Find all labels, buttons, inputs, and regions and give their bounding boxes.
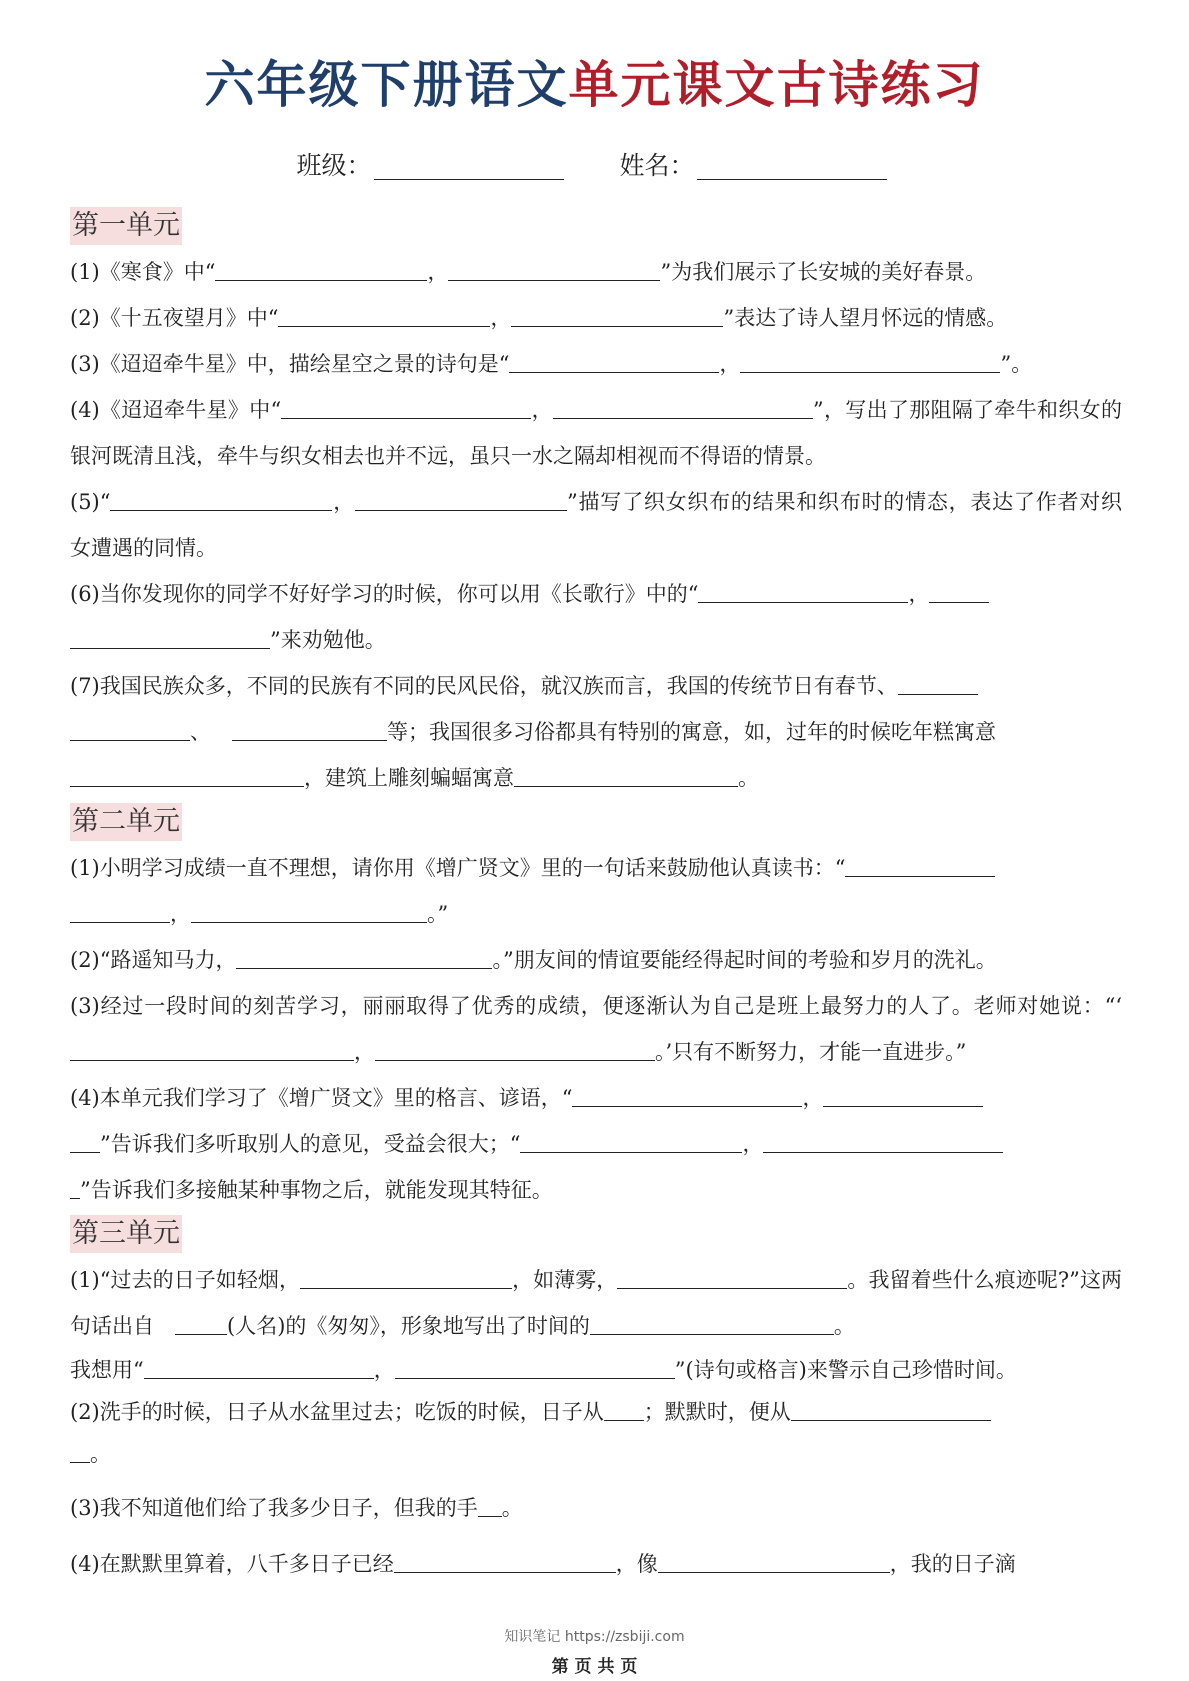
unit-heading: 第一单元 xyxy=(70,207,182,245)
footer-site-link[interactable]: 知识笔记 https://zsbiji.com xyxy=(504,1629,685,1645)
question-1-4: (4)《迢迢牵牛星》中“ ， ”，写出了那阻隔了牵牛和织女的银河既清且浅，牵牛与织女相去也并不远，虽只一水之隔却相视而不得语的情景。 xyxy=(70,398,1122,468)
student-info-row xyxy=(0,148,1189,184)
question-1-1: (1)《寒食》中“ ， ”为我们展示了长安城的美好春景。 xyxy=(70,260,987,284)
question-3-2: (2)洗手的时候，日子从水盆里过去；吃饭的时候，日子从 ；默默时，便从 。 xyxy=(70,1391,1122,1475)
question-1-5: (5)“ ， ”描写了织女织布的结果和织布时的情态，表达了作者对织女遭遇的同情。 xyxy=(70,490,1123,560)
answer-blank[interactable] xyxy=(448,279,660,281)
answer-blank[interactable] xyxy=(144,1377,374,1379)
answer-blank[interactable] xyxy=(740,371,1000,373)
question-3-1: (1)“过去的日子如轻烟， ，如薄雾， 。我留着些什么痕迹呢?”这两句话出自 (人名)的《匆匆》，形象地写出了时间的 。 xyxy=(70,1268,1123,1338)
question-2-4: (4)本单元我们学习了《增广贤文》里的格言、谚语，“ ， ”告诉我们多听取别人的意见，受益会很大；“ ， ”告诉我们多接触某种事物之后，就能发现其特征。 xyxy=(70,1075,1122,1213)
answer-blank[interactable] xyxy=(845,875,995,877)
answer-blank[interactable] xyxy=(70,1151,100,1153)
answer-blank[interactable] xyxy=(70,785,304,787)
answer-blank[interactable] xyxy=(191,921,427,923)
question-2-2: (2)“路遥知马力， 。”朋友间的情谊要能经得起时间的考验和岁月的洗礼。 xyxy=(70,948,997,972)
answer-blank[interactable] xyxy=(395,1377,675,1379)
answer-blank[interactable] xyxy=(300,1287,512,1289)
question-3-3: (3)我不知道他们给了我多少日子，但我的手 。 xyxy=(70,1496,523,1520)
page-title xyxy=(0,50,1189,120)
question-3-4: (4)在默默里算着，八千多日子已经 ，像 ，我的日子滴 xyxy=(70,1552,1016,1576)
answer-blank[interactable] xyxy=(478,1515,502,1517)
answer-blank[interactable] xyxy=(70,1197,80,1199)
question-3-1b: 我想用“ ， ”(诗句或格言)来警示自己珍惜时间。 xyxy=(70,1358,1017,1382)
answer-blank[interactable] xyxy=(604,1419,644,1421)
question-2-1: (1)小明学习成绩一直不理想，请你用《增广贤文》里的一句话来鼓励他认真读书：“ ， 。” xyxy=(70,845,1122,937)
answer-blank[interactable] xyxy=(520,1151,742,1153)
worksheet-body xyxy=(70,205,1122,1587)
answer-blank[interactable] xyxy=(236,967,492,969)
name-label: 姓名： xyxy=(619,151,695,180)
answer-blank[interactable] xyxy=(355,509,567,511)
answer-blank[interactable] xyxy=(394,1571,616,1573)
unit-heading: 第三单元 xyxy=(70,1215,182,1253)
question-1-2: (2)《十五夜望月》中“ ， ”表达了诗人望月怀远的情感。 xyxy=(70,306,1008,330)
answer-blank[interactable] xyxy=(929,601,989,603)
question-2-3: (3)经过一段时间的刻苦学习，丽丽取得了优秀的成绩，便逐渐认为自己是班上最努力的人了。老师对她说：“‘， 。’只有不断努力，才能一直进步。” xyxy=(70,994,1122,1064)
answer-blank[interactable] xyxy=(70,921,170,923)
unit-heading: 第二单元 xyxy=(70,803,182,841)
answer-blank[interactable] xyxy=(375,1059,655,1061)
class-label: 班级： xyxy=(296,151,372,180)
answer-blank[interactable] xyxy=(175,1333,227,1335)
answer-blank[interactable] xyxy=(514,785,738,787)
answer-blank[interactable] xyxy=(232,739,387,741)
title-part-1: 六年级下册语文 xyxy=(204,56,569,114)
answer-blank[interactable] xyxy=(590,1333,834,1335)
answer-blank[interactable] xyxy=(617,1287,847,1289)
question-1-6: (6)当你发现你的同学不好好学习的时候，你可以用《长歌行》中的“ ， ”来劝勉他。 xyxy=(70,571,1122,663)
class-field[interactable] xyxy=(374,179,564,180)
answer-blank[interactable] xyxy=(658,1571,890,1573)
answer-blank[interactable] xyxy=(511,325,723,327)
answer-blank[interactable] xyxy=(281,417,531,419)
question-1-3: (3)《迢迢牵牛星》中，描绘星空之景的诗句是“ ， ”。 xyxy=(70,352,1033,376)
answer-blank[interactable] xyxy=(70,1461,90,1463)
answer-blank[interactable] xyxy=(572,1105,802,1107)
answer-blank[interactable] xyxy=(898,693,978,695)
answer-blank[interactable] xyxy=(698,601,908,603)
answer-blank[interactable] xyxy=(791,1419,991,1421)
question-1-7: (7)我国民族众多，不同的民族有不同的民风民俗，就汉族而言，我国的传统节日有春节、 、 等；我国很多习俗都具有特别的寓意，如，过年的时候吃年糕寓意 ，建筑上雕刻蝙蝠寓意 。 xyxy=(70,674,996,790)
answer-blank[interactable] xyxy=(509,371,719,373)
answer-blank[interactable] xyxy=(70,739,190,741)
answer-blank[interactable] xyxy=(278,325,490,327)
answer-blank[interactable] xyxy=(70,647,270,649)
title-part-2: 单元课文古诗练习 xyxy=(568,56,985,114)
answer-blank[interactable] xyxy=(70,1059,354,1061)
answer-blank[interactable] xyxy=(763,1151,1003,1153)
name-field[interactable] xyxy=(697,179,887,180)
answer-blank[interactable] xyxy=(215,279,427,281)
footer-page-number: 第 页 共 页 xyxy=(551,1657,638,1677)
answer-blank[interactable] xyxy=(823,1105,983,1107)
answer-blank[interactable] xyxy=(110,509,332,511)
answer-blank[interactable] xyxy=(553,417,813,419)
